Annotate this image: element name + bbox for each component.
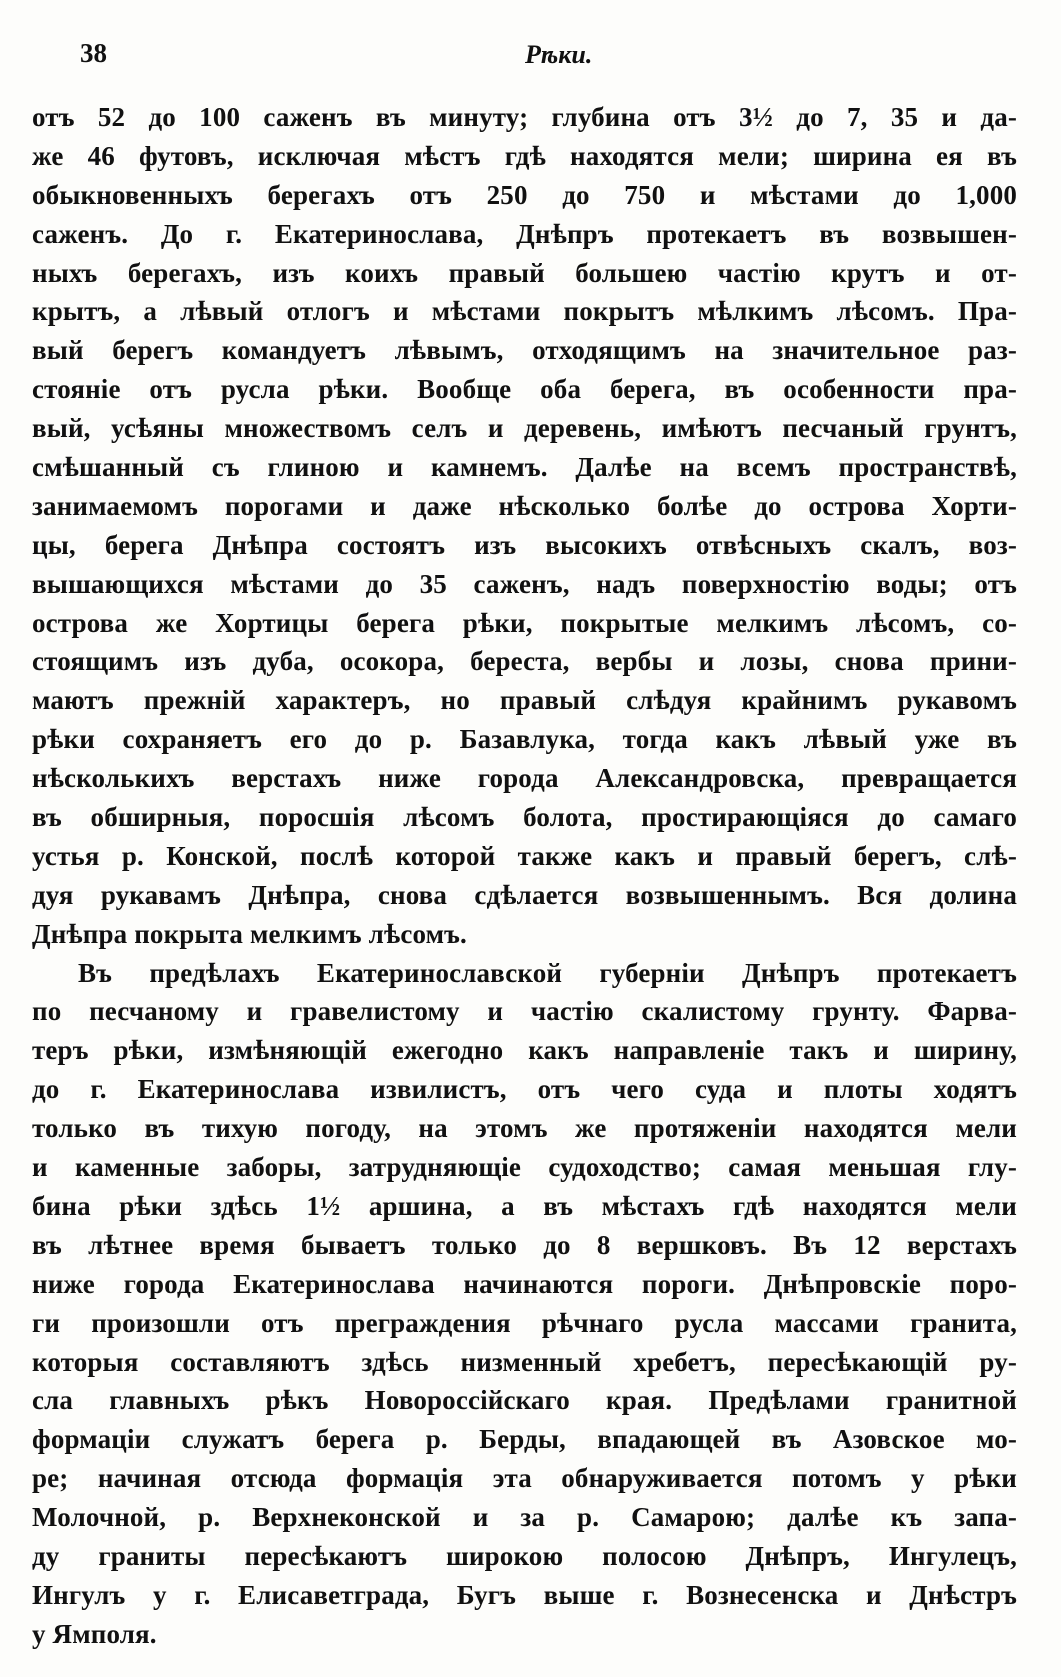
text-line: вый, усѣяны множествомъ селъ и деревень, имѣютъ песчаный грунтъ, [32, 413, 1017, 444]
text-line: Молочной, р. Верхнеконской и за р. Самарою; далѣе къ запа- [32, 1502, 1017, 1533]
text-line: устья р. Конской, послѣ которой также какъ и правый берегъ, слѣ- [32, 840, 1017, 871]
page-number: 38 [80, 38, 107, 68]
text-line: острова же Хортицы берега рѣки, покрытые мелкимъ лѣсомъ, со- [32, 607, 1017, 638]
text-line: отъ 52 до 100 саженъ въ минуту; глубина отъ 3½ до 7, 35 и да- [32, 102, 1017, 132]
text-line: въ лѣтнее время бываетъ только до 8 вершковъ. Въ 12 верстахъ [32, 1229, 1017, 1260]
text-line: стоящимъ изъ дуба, осокора, береста, вербы и лозы, снова прини- [32, 646, 1017, 677]
text-line: въ обширныя, поросшія лѣсомъ болота, простирающіяся до самаго [32, 802, 1017, 833]
body-text [32, 98, 1017, 1654]
text-line: до г. Екатеринослава извилистъ, отъ чего суда и плоты ходятъ [32, 1074, 1017, 1105]
text-line: только въ тихую погоду, на этомъ же протяженіи находятся мели [32, 1113, 1017, 1144]
text-line: занимаемомъ порогами и даже нѣсколько болѣе до острова Хорти- [32, 490, 1017, 521]
text-line: крытъ, а лѣвый отлогъ и мѣстами покрытъ мѣлкимъ лѣсомъ. Пра- [32, 296, 1017, 327]
text-line: дуя рукавамъ Днѣпра, снова сдѣлается возвышеннымъ. Вся долина [32, 879, 1017, 910]
text-line: же 46 футовъ, исключая мѣстъ гдѣ находятся мели; ширина ея въ [32, 140, 1017, 171]
text-line: у Ямполя. [32, 1618, 157, 1649]
text-line: вый берегъ командуетъ лѣвымъ, отходящимъ на значительное раз- [32, 335, 1017, 366]
text-line: рѣки сохраняетъ его до р. Базавлука, тогда какъ лѣвый уже въ [32, 724, 1017, 755]
text-line: сла главныхъ рѣкъ Новороссійскаго края. Предѣлами гранитной [32, 1385, 1017, 1416]
text-line: которыя составляютъ здѣсь низменный хребетъ, пересѣкающій ру- [32, 1346, 1017, 1377]
text-line: нѣсколькихъ верстахъ ниже города Александровска, превращается [32, 763, 1017, 794]
paragraph-1 [32, 98, 1017, 954]
text-line: ныхъ берегахъ, изъ коихъ правый большею частію крутъ и от- [32, 257, 1017, 288]
text-line: ду граниты пересѣкаютъ широкою полосою Днѣпръ, Ингулецъ, [32, 1540, 1017, 1571]
text-line: Въ предѣлахъ Екатеринославской губерніи Днѣпръ протекаетъ [78, 957, 1017, 988]
text-line: маютъ прежній характеръ, но правый слѣдуя крайнимъ рукавомъ [32, 685, 1017, 716]
running-head: Рѣки. [525, 40, 593, 69]
text-line: цы, берега Днѣпра состоятъ изъ высокихъ отвѣсныхъ скалъ, воз- [32, 529, 1017, 560]
text-line: теръ рѣки, измѣняющій ежегодно какъ направленіе такъ и ширину, [32, 1035, 1017, 1066]
text-line: по песчаному и гравелистому и частію скалистому грунту. Фарва- [32, 996, 1017, 1027]
text-line: формаціи служатъ берега р. Берды, впадающей въ Азовское мо- [32, 1424, 1017, 1455]
text-line: бина рѣки здѣсь 1½ аршина, а въ мѣстахъ гдѣ находятся мели [32, 1190, 1017, 1221]
text-line: Ингулъ у г. Елисаветграда, Бугъ выше г. Вознесенска и Днѣстръ [32, 1579, 1017, 1610]
text-line: ре; начиная отсюда формація эта обнаруживается потомъ у рѣки [32, 1463, 1017, 1494]
page-header [80, 38, 1020, 78]
text-line: и каменные заборы, затрудняющіе судоходство; самая меньшая глу- [32, 1152, 1017, 1183]
text-line: вышающихся мѣстами до 35 саженъ, надъ поверхностію воды; отъ [32, 568, 1017, 599]
text-line: стояніе отъ русла рѣки. Вообще оба берега, въ особенности пра- [32, 374, 1017, 405]
paragraph-2 [32, 954, 1017, 1654]
text-line: смѣшанный съ глиною и камнемъ. Далѣе на всемъ пространствѣ, [32, 452, 1017, 483]
text-line: обыкновенныхъ берегахъ отъ 250 до 750 и мѣстами до 1,000 [32, 179, 1017, 210]
text-line: ги произошли отъ преграждения рѣчнаго русла массами гранита, [32, 1307, 1017, 1338]
text-line: Днѣпра покрыта мелкимъ лѣсомъ. [32, 918, 467, 949]
text-line: саженъ. До г. Екатеринослава, Днѣпръ протекаетъ въ возвышен- [32, 218, 1017, 249]
text-line: ниже города Екатеринослава начинаются пороги. Днѣпровскіе поро- [32, 1268, 1017, 1299]
